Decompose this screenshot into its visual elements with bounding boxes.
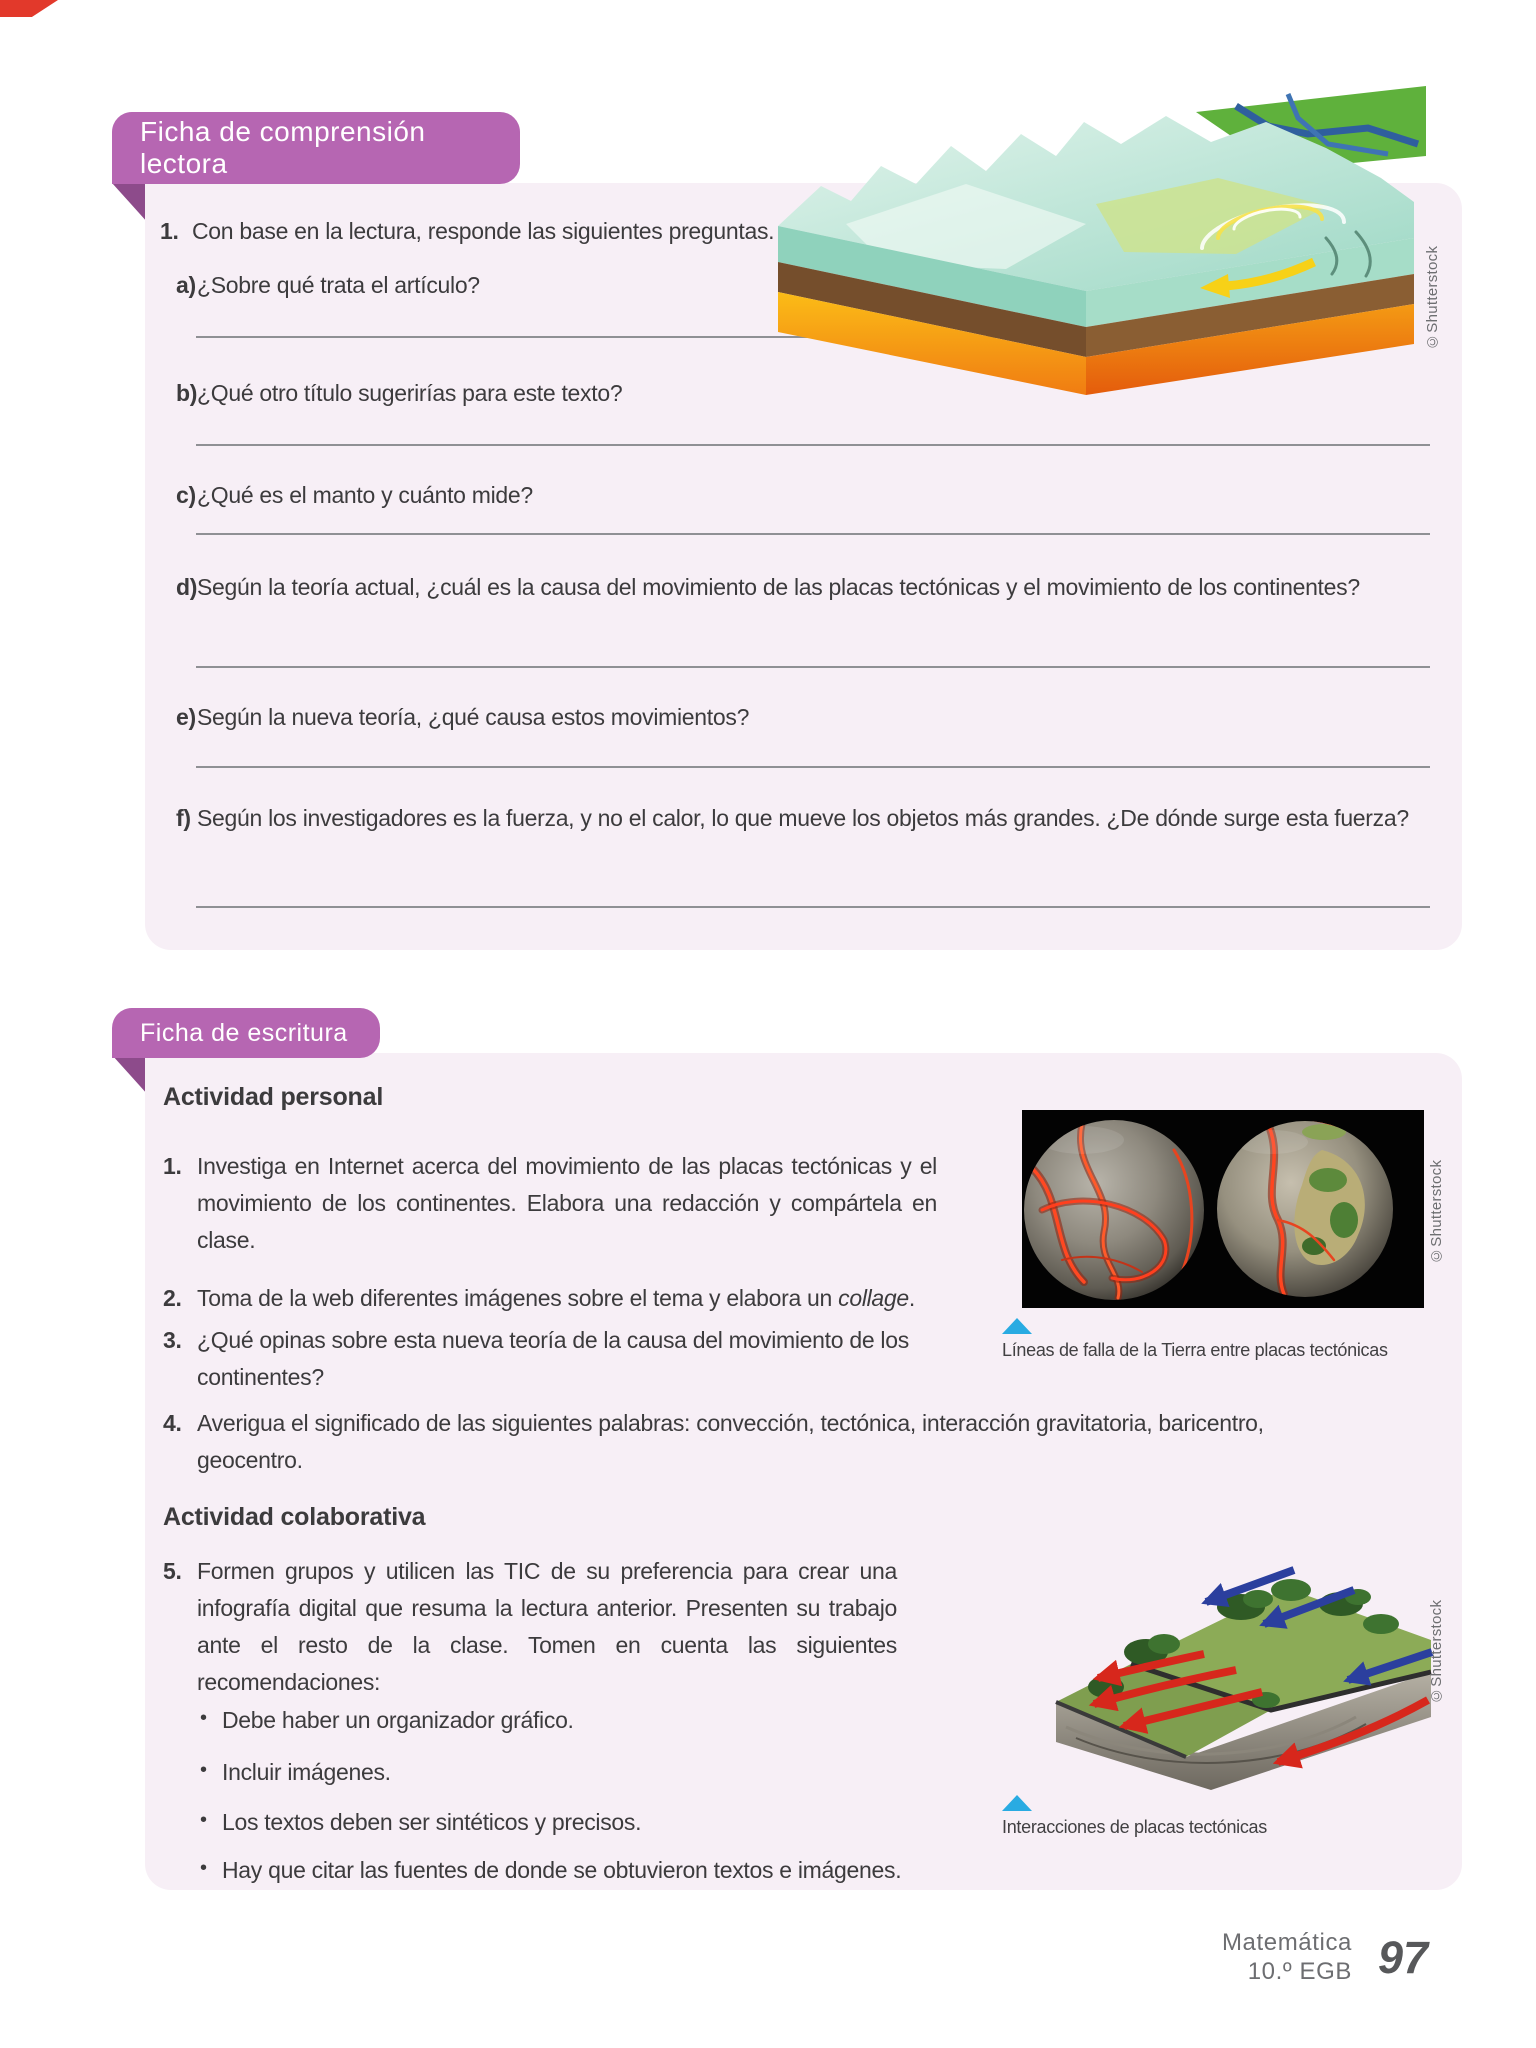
layered-earth-block — [778, 116, 1414, 395]
page-corner-red-mark — [0, 0, 58, 17]
answer-line-b — [196, 444, 1430, 446]
tectonic-plate-cross-section-image — [766, 86, 1426, 396]
item-2-text-italic: collage — [838, 1285, 909, 1311]
answer-line-e — [196, 766, 1430, 768]
intro-text: Con base en la lectura, responde las siguientes preguntas. — [192, 218, 775, 244]
personal-activity-heading: Actividad personal — [163, 1083, 384, 1111]
question-a-label: a) — [176, 272, 196, 298]
question-c-label: c) — [176, 482, 196, 508]
question-c-text: ¿Qué es el manto y cuánto mide? — [197, 482, 533, 508]
question-f-label: f) — [176, 805, 191, 831]
question-b-label: b) — [176, 380, 198, 406]
question-e-label: e) — [176, 704, 196, 730]
question-b-text: ¿Qué otro título sugerirías para este texto? — [197, 380, 623, 406]
earth-fault-lines-image — [1022, 1110, 1424, 1308]
bullet-dot-icon: • — [200, 1857, 207, 1879]
footer-grade: 10.º EGB — [1247, 1958, 1352, 1985]
question-f — [176, 801, 1433, 835]
bullet-4-text: Hay que citar las fuentes de donde se obtuvieron textos e imágenes. — [222, 1857, 902, 1883]
question-f-text: Según los investigadores es la fuerza, y no el calor, lo que mueve los objetos más grandes. ¿De dónde surge esta fuerza? — [197, 805, 1409, 831]
item-1-number: 1. — [163, 1153, 182, 1179]
writing-tab-fold — [112, 1055, 148, 1095]
item-4-text: Averigua el significado de las siguientes palabras: convección, tectónica, interacción gravitatoria, baricentro, geocentro. — [197, 1410, 1264, 1473]
item-5-text: Formen grupos y utilicen las TIC de su preferencia para crear una infografía digital que resuma la lectura anterior. Presenten su trabajo ante el resto de la clase. Tomen en cuenta las siguientes recomendaciones: — [197, 1558, 897, 1695]
item-2-text — [197, 1280, 915, 1317]
answer-line-c — [196, 533, 1430, 535]
bullet-dot-icon: • — [200, 1707, 207, 1729]
item-2-text-start: Toma de la web diferentes imágenes sobre el tema y elabora un — [197, 1285, 839, 1311]
personal-item-2 — [163, 1280, 915, 1317]
item-3-text: ¿Qué opinas sobre esta nueva teoría de la causa del movimiento de los continentes? — [197, 1327, 909, 1390]
item-5-number: 5. — [163, 1558, 182, 1584]
plate-interactions-image — [1036, 1552, 1440, 1792]
fault-lines-caption: Líneas de falla de la Tierra entre placas tectónicas — [1002, 1340, 1388, 1360]
personal-item-1 — [163, 1148, 937, 1259]
question-e-text: Según la nueva teoría, ¿qué causa estos movimientos? — [197, 704, 750, 730]
bullet-dot-icon: • — [200, 1809, 207, 1831]
question-e — [176, 700, 1433, 734]
question-a-text: ¿Sobre qué trata el artículo? — [197, 272, 480, 298]
bullet-item-2 — [200, 1755, 391, 1789]
bullet-item-4 — [200, 1853, 901, 1887]
collaborative-item-5 — [163, 1553, 897, 1701]
photo-credit-1: ©Shutterstock — [1424, 245, 1441, 350]
photo-credit-2: ©Shutterstock — [1428, 1159, 1445, 1264]
question-d — [176, 570, 1433, 604]
bullet-item-3 — [200, 1805, 641, 1839]
item-4-number: 4. — [163, 1410, 182, 1436]
caption-marker-triangle-icon — [1002, 1795, 1032, 1811]
question-d-label: d) — [176, 574, 198, 600]
photo-credit-3: ©Shutterstock — [1428, 1599, 1445, 1704]
answer-line-f — [196, 906, 1430, 908]
writing-section-tab — [112, 1008, 380, 1058]
left-globe — [1024, 1120, 1204, 1300]
plate-interactions-caption: Interacciones de placas tectónicas — [1002, 1817, 1267, 1837]
personal-item-3 — [163, 1322, 937, 1396]
collaborative-activity-heading: Actividad colaborativa — [163, 1503, 426, 1531]
reading-tab-title: Ficha de comprensión lectora — [140, 116, 426, 179]
footer-subject: Matemática — [1221, 1929, 1352, 1956]
writing-tab-title: Ficha de escritura — [140, 1018, 348, 1047]
page-number: 97 — [1378, 1932, 1429, 1983]
question-c — [176, 478, 1433, 512]
item-2-number: 2. — [163, 1285, 182, 1311]
intro-number: 1. — [160, 218, 179, 244]
caption-marker-triangle-icon — [1002, 1318, 1032, 1334]
answer-line-d — [196, 666, 1430, 668]
item-1-text: Investiga en Internet acerca del movimiento de las placas tectónicas y el movimiento de los continentes. Elabora una redacción y compártela en clase. — [197, 1153, 937, 1253]
personal-item-4 — [163, 1405, 1367, 1479]
reading-tab-fold — [112, 183, 148, 223]
item-2-text-end: . — [908, 1285, 916, 1311]
bullet-dot-icon: • — [200, 1759, 207, 1781]
question-d-text: Según la teoría actual, ¿cuál es la causa del movimiento de las placas tectónicas y el movimiento de los continentes? — [197, 574, 1360, 600]
footer-book-info — [1120, 1928, 1352, 1986]
bullet-1-text: Debe haber un organizador gráfico. — [222, 1707, 574, 1733]
bullet-3-text: Los textos deben ser sintéticos y precisos. — [222, 1809, 642, 1835]
reading-section-tab — [112, 112, 520, 184]
item-3-number: 3. — [163, 1327, 182, 1353]
bullet-2-text: Incluir imágenes. — [222, 1759, 391, 1785]
bullet-item-1 — [200, 1703, 574, 1737]
